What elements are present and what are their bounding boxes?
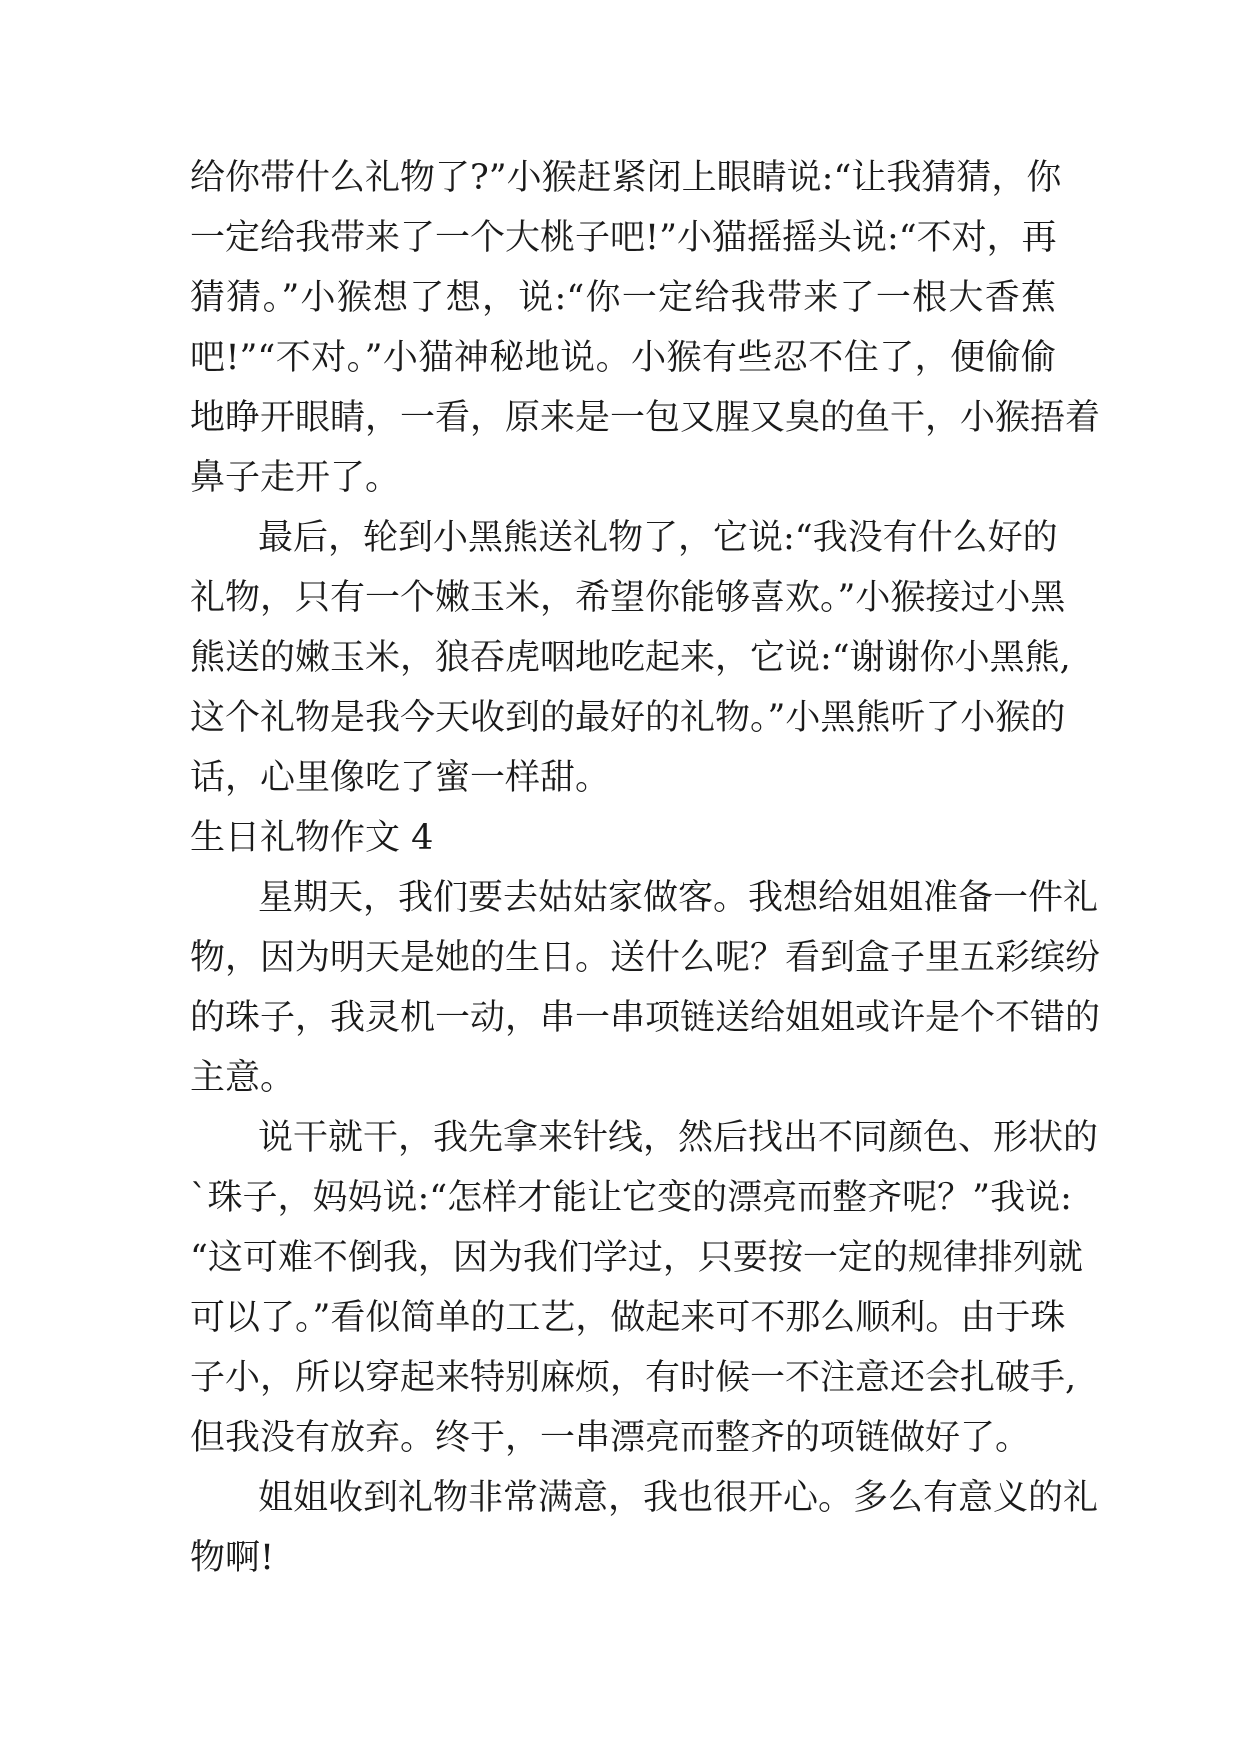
text-line: 物，因为明天是她的生日。送什么呢？看到盒子里五彩缤纷 (190, 938, 1101, 978)
text-line: 物啊! (190, 1538, 275, 1578)
paragraph-5 (190, 1468, 1099, 1588)
paragraph-3 (190, 868, 1101, 1108)
paragraph-2 (190, 508, 1071, 808)
text-line: 星期天，我们要去姑姑家做客。我想给姐姐准备一件礼 (258, 878, 1099, 918)
text-line: 的珠子，我灵机一动，串一串项链送给姐姐或许是个不错的 (190, 998, 1101, 1038)
text-line: 给你带什么礼物了?”小猴赶紧闭上眼睛说:“让我猜猜，你 (190, 158, 1062, 198)
text-line: 说干就干，我先拿来针线，然后找出不同颜色、形状的 (258, 1118, 1099, 1158)
text-line: 鼻子走开了。 (190, 458, 401, 498)
text-line: 礼物，只有一个嫩玉米，希望你能够喜欢。”小猴接过小黑 (190, 578, 1066, 618)
section-heading: 生日礼物作文 4 (190, 818, 434, 858)
text-line: 姐姐收到礼物非常满意，我也很开心。多么有意义的礼 (258, 1478, 1099, 1518)
text-line: 可以了。”看似简单的工艺，做起来可不那么顺利。由于珠 (190, 1298, 1066, 1338)
text-line: 子小，所以穿起来特别麻烦，有时候一不注意还会扎破手, (190, 1358, 1077, 1398)
text-line: 熊送的嫩玉米，狼吞虎咽地吃起来，它说:“谢谢你小黑熊, (190, 638, 1071, 678)
text-line: 猜猜。”小猴想了想，说:“你一定给我带来了一根大香蕉 (190, 278, 1056, 318)
text-line: 吧!”“不对。”小猫神秘地说。小猴有些忍不住了，便偷偷 (190, 338, 1056, 378)
text-line: 这个礼物是我今天收到的最好的礼物。”小黑熊听了小猴的 (190, 698, 1066, 738)
paragraph-4 (190, 1108, 1099, 1468)
text-line: `珠子，妈妈说:“怎样才能让它变的漂亮而整齐呢？”我说: (190, 1178, 1072, 1218)
text-line: 但我没有放弃。终于，一串漂亮而整齐的项链做好了。 (190, 1418, 1031, 1458)
text-line: 一定给我带来了一个大桃子吧!”小猫摇摇头说:“不对，再 (190, 218, 1057, 258)
text-line: “这可难不倒我，因为我们学过，只要按一定的规律排列就 (190, 1238, 1083, 1278)
paragraph-1 (190, 148, 1101, 508)
text-line: 地睁开眼睛，一看，原来是一包又腥又臭的鱼干，小猴捂着 (190, 398, 1101, 438)
text-line: 主意。 (190, 1058, 296, 1098)
text-line: 最后，轮到小黑熊送礼物了，它说:“我没有什么好的 (258, 518, 1058, 558)
document-page (190, 148, 1101, 1588)
text-line: 话，心里像吃了蜜一样甜。 (190, 758, 611, 798)
